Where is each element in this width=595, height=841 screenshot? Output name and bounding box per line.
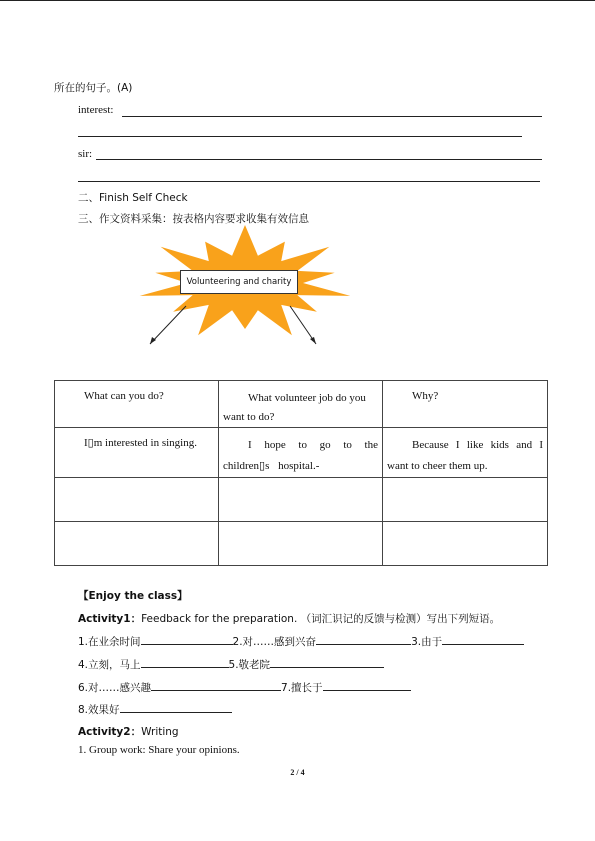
phrase-row-4 bbox=[78, 702, 232, 717]
phrase-item: 8.效果好 bbox=[78, 704, 120, 716]
phrase-item: 5.敬老院 bbox=[228, 659, 271, 671]
mindmap-center-label: Volunteering and charity bbox=[180, 270, 298, 294]
table-header-cell bbox=[55, 381, 219, 428]
phrase-row-3 bbox=[78, 680, 411, 695]
vocab-label-sir: sir: bbox=[78, 148, 93, 160]
answer-blank[interactable] bbox=[141, 634, 233, 645]
table-cell[interactable] bbox=[383, 428, 548, 478]
group-work-text: 1. Group work: Share your opinions. bbox=[78, 744, 240, 756]
arrow-right-head bbox=[310, 337, 316, 344]
answer-blank[interactable] bbox=[270, 657, 384, 668]
phrase-item: 4.立刻，马上 bbox=[78, 659, 141, 671]
table-row bbox=[55, 478, 548, 522]
header-why: Why? bbox=[412, 390, 439, 402]
answer-blank[interactable] bbox=[316, 634, 411, 645]
table-row bbox=[55, 428, 548, 478]
phrase-item: 3.由于 bbox=[411, 636, 443, 648]
table-cell[interactable] bbox=[383, 478, 548, 522]
table-cell[interactable] bbox=[383, 522, 548, 566]
activity2-label: Activity2： bbox=[78, 726, 142, 738]
table-header-row bbox=[55, 381, 548, 428]
phrase-item: 2.对……感到兴奋 bbox=[232, 636, 317, 648]
table-cell[interactable] bbox=[219, 478, 383, 522]
enjoy-heading: 【Enjoy the class】 bbox=[78, 590, 188, 602]
answer-blank[interactable] bbox=[120, 702, 232, 713]
table-cell[interactable] bbox=[219, 522, 383, 566]
answer-blank[interactable] bbox=[442, 634, 524, 645]
table-cell[interactable] bbox=[219, 428, 383, 478]
phrase-row-2 bbox=[78, 657, 384, 672]
activity2-text: Writing bbox=[141, 726, 179, 738]
cell-why-1: Because I like kids and I want to cheer them up. bbox=[387, 439, 543, 472]
activity1-label: Activity1： bbox=[78, 613, 142, 625]
header-volunteer-job: What volunteer job do you want to do? bbox=[223, 392, 366, 423]
page-number: 2 / 4 bbox=[290, 768, 305, 777]
table-cell[interactable] bbox=[55, 478, 219, 522]
cell-can-do-1: I▯m interested in singing. bbox=[84, 437, 197, 449]
phrase-row-1 bbox=[78, 634, 524, 649]
arrow-left-line bbox=[150, 306, 186, 344]
answer-blank[interactable] bbox=[141, 657, 229, 668]
vocab-label-interest: interest: bbox=[78, 104, 114, 116]
phrase-item: 1.在业余时间 bbox=[78, 636, 141, 648]
activity1-text: Feedback for the preparation. （词汇识记的反馈与检测）写出下列短语。 bbox=[141, 613, 501, 625]
answer-blank[interactable] bbox=[323, 680, 411, 691]
intro-text: 所在的句子。(A) bbox=[54, 82, 133, 94]
table-header-cell bbox=[383, 381, 548, 428]
header-what-can-you-do: What can you do? bbox=[84, 390, 164, 402]
info-table bbox=[54, 380, 548, 566]
table-cell[interactable] bbox=[55, 522, 219, 566]
phrase-item: 7.擅长于 bbox=[281, 682, 323, 694]
activity2-line bbox=[78, 724, 179, 739]
section-three-heading: 三、作文资料采集：按表格内容要求收集有效信息 bbox=[78, 213, 309, 225]
answer-blank[interactable] bbox=[151, 680, 281, 691]
activity1-line bbox=[78, 611, 500, 626]
section-two-heading: 二、Finish Self Check bbox=[78, 192, 188, 204]
starburst-graphic bbox=[0, 0, 595, 360]
table-cell[interactable] bbox=[55, 428, 219, 478]
table-header-cell bbox=[219, 381, 383, 428]
phrase-item: 6.对……感兴趣 bbox=[78, 682, 152, 694]
table-row bbox=[55, 522, 548, 566]
cell-job-1: I hope to go to the children▯s hospital.- bbox=[223, 439, 378, 472]
